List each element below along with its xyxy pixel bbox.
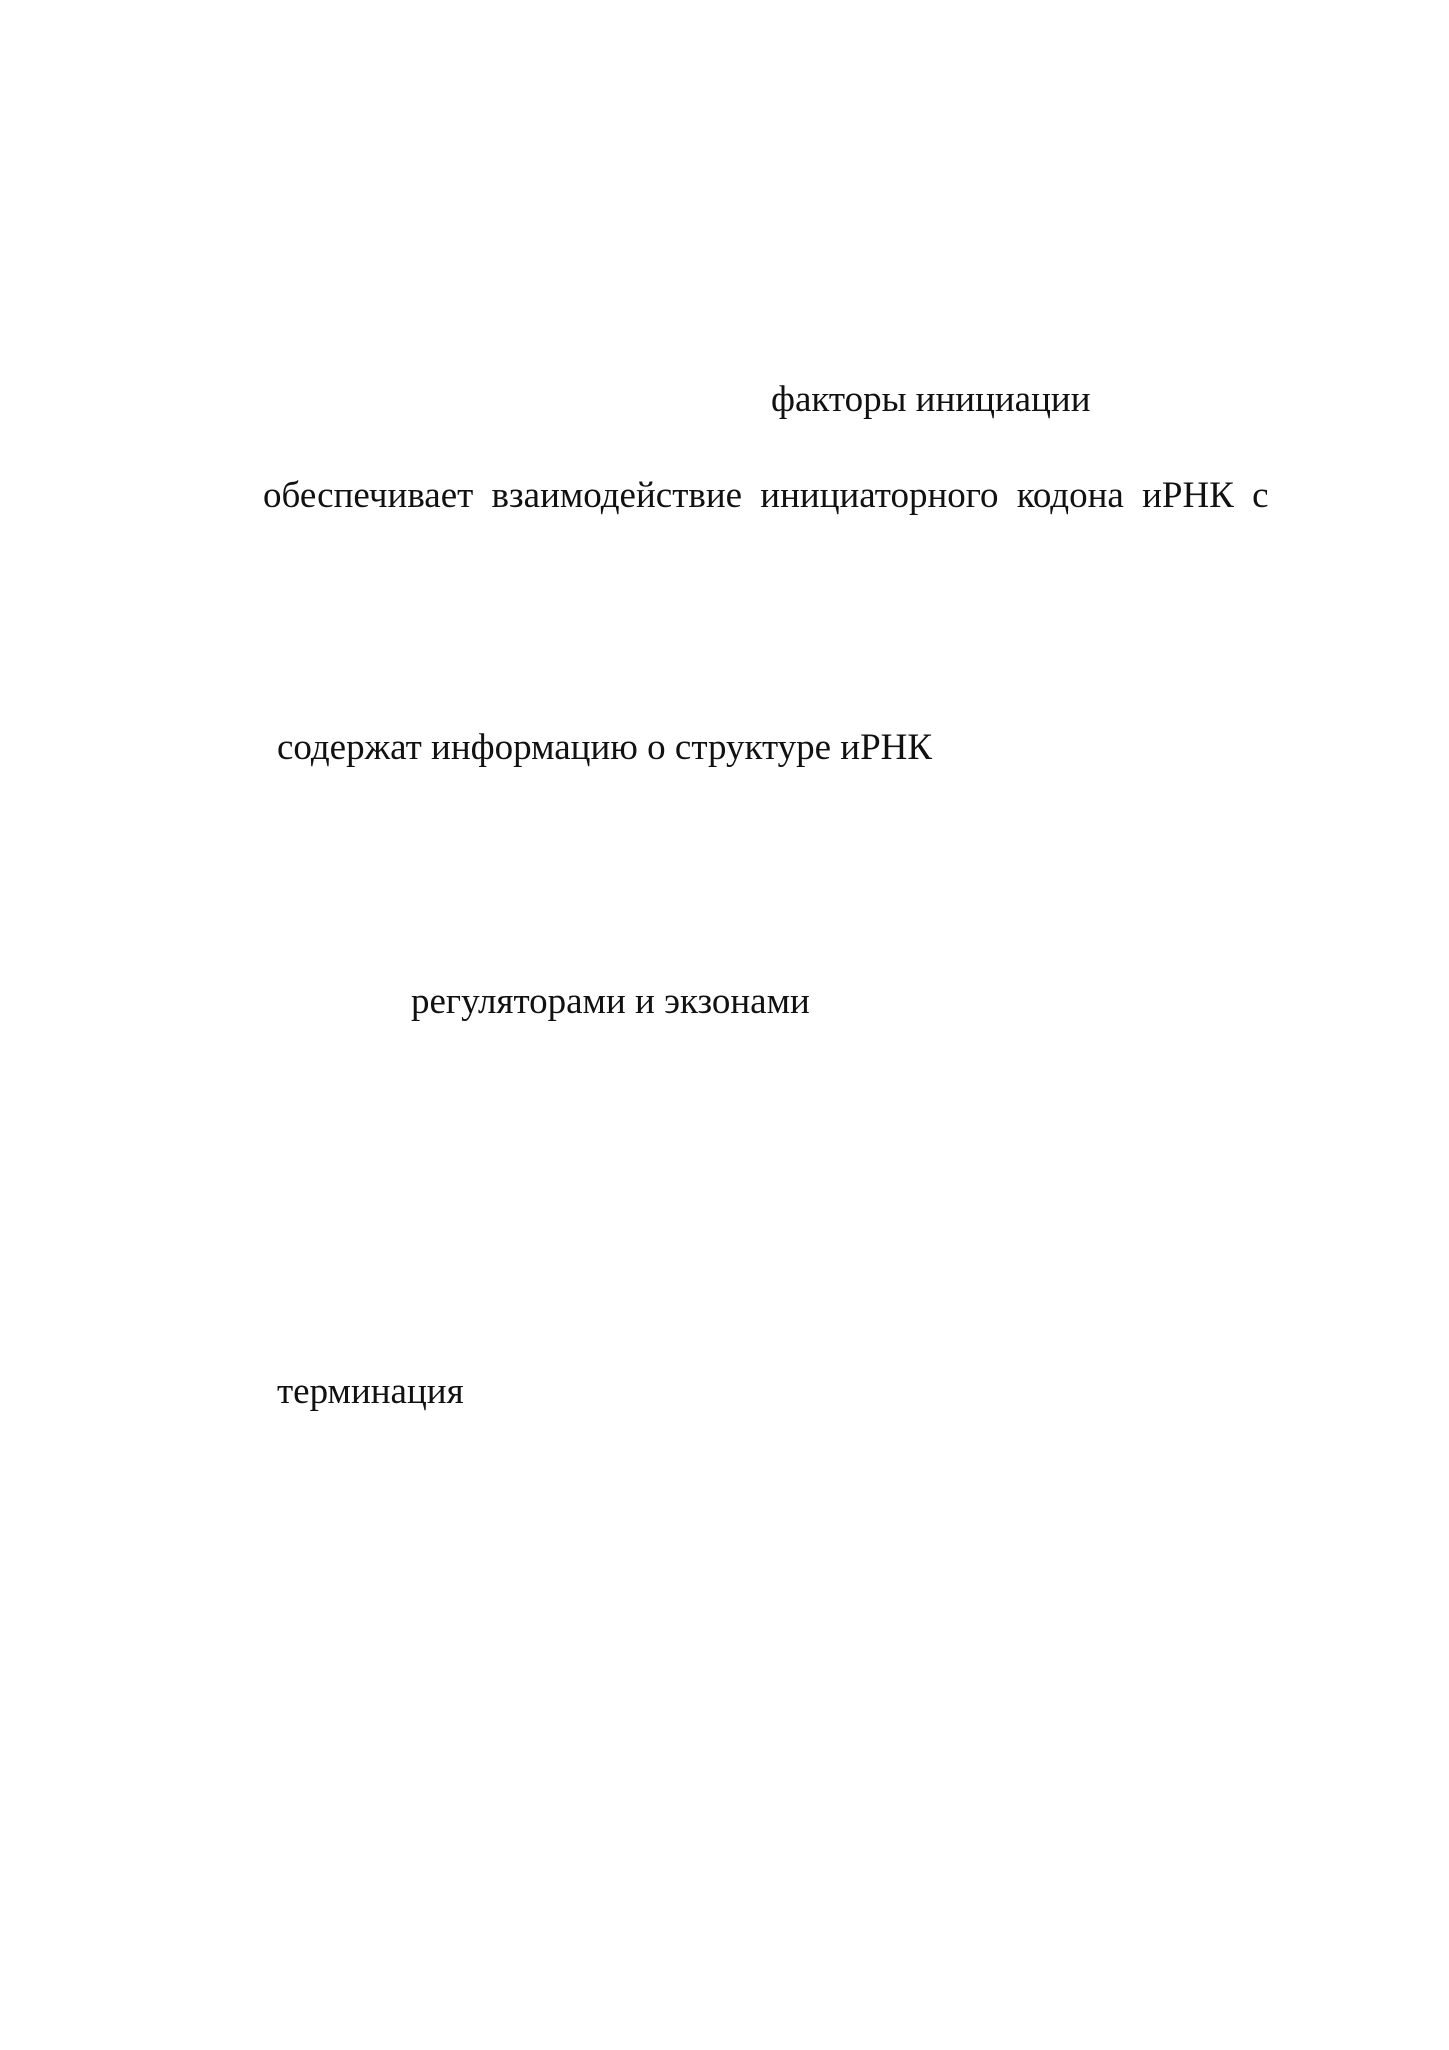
text-line-regulators-exons: регуляторами и экзонами — [411, 981, 810, 1022]
text-line-initiator-codon-interaction: обеспечивает взаимодействие инициаторного кодона иРНК с — [263, 475, 1269, 516]
text-line-mrna-structure-info: содержат информацию о структуре иРНК — [277, 727, 933, 768]
text-line-termination: терминация — [277, 1371, 464, 1412]
text-line-initiation-factors: факторы инициации — [771, 379, 1091, 420]
